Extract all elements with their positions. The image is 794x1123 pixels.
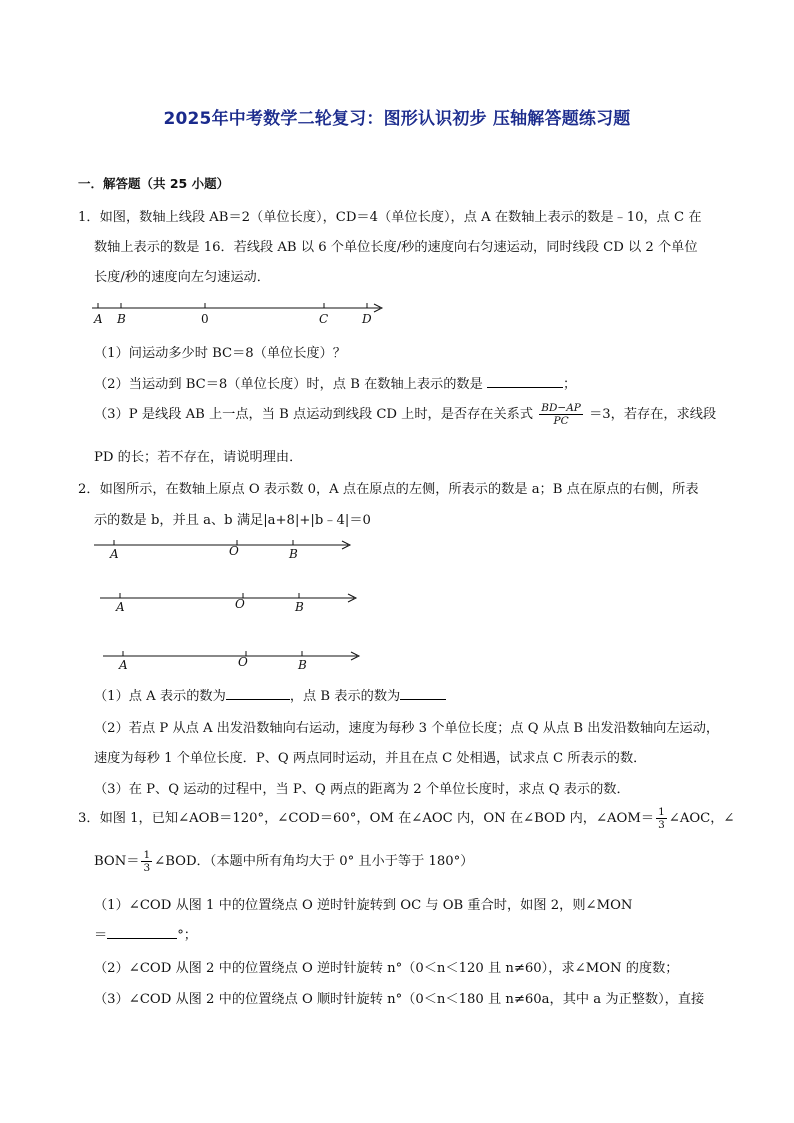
q2-part-2-line-2: 速度为每秒 1 个单位长度．P、Q 两点同时运动，并且在点 C 处相遇，试求点 C 所表示的数． [94, 751, 647, 766]
q1-number-line [88, 296, 388, 328]
q2-line-1: 2．如图所示，在数轴上原点 O 表示数 0，A 点在原点的左侧，所表示的数是 a；B 点在原点的右侧，所表 [78, 482, 699, 497]
q2-line2-label-b: B [295, 600, 304, 614]
q2-part-1-answer-blank-b[interactable] [400, 688, 446, 700]
q1-part-2-answer-blank[interactable] [487, 376, 563, 388]
q2-line1-label-a: A [110, 547, 119, 561]
q2-part-1-answer-blank-a[interactable] [226, 688, 290, 700]
q1-part-3-continued: PD 的长；若不存在，请说明理由． [94, 450, 303, 465]
q2-line3-label-o: O [238, 655, 248, 669]
q1-part-3-fraction [539, 402, 583, 427]
q2-line2-label-a: A [116, 600, 125, 614]
q1-axis-label-b: B [117, 312, 126, 326]
q2-number-line-1 [92, 537, 354, 565]
q1-part-1: （1）问运动多少时 BC＝8（单位长度）？ [94, 346, 346, 361]
q1-part-3-text-a: （3）P 是线段 AB 上一点，当 B 点运动到线段 CD 上时，是否存在关系式 [94, 407, 534, 422]
q1-part-3 [94, 402, 716, 427]
q3-fraction-a-denominator: 3 [658, 819, 665, 831]
q1-axis-label-d: D [362, 312, 372, 326]
q3-fraction-one-third-a [656, 806, 667, 831]
q3-line-1-text-a: 3．如图 1，已知∠AOB＝120°，∠COD＝60°，OM 在∠AOC 内，ON 在∠BOD 内，∠AOM＝ [78, 811, 655, 826]
q2-line-2: 示的数是 b，并且 a、b 满足|a+8|+|b﹣4|＝0 [94, 513, 371, 528]
q3-part-2: （2）∠COD 从图 2 中的位置绕点 O 逆时针旋转 n°（0＜n＜120 且 n≠60），求∠MON 的度数； [94, 961, 679, 976]
q1-part-3-text-b: ＝3，若存在，求线段 [589, 407, 717, 422]
q2-line3-label-b: B [298, 658, 307, 672]
q2-number-line-3 [101, 648, 363, 676]
q2-number-line-2 [98, 590, 360, 618]
q3-part-3: （3）∠COD 从图 2 中的位置绕点 O 顺时针旋转 n°（0＜n＜180 且 n≠60a，其中 a 为正整数），直接 [94, 992, 705, 1007]
q3-line-2 [94, 849, 473, 874]
q3-fraction-b-numerator: 1 [143, 849, 151, 861]
q3-part-1-answer-blank[interactable] [107, 927, 177, 939]
section-heading: 一．解答题（共 25 小题） [78, 176, 230, 191]
q1-axis-label-a: A [94, 312, 103, 326]
q3-fraction-a-numerator: 1 [658, 806, 665, 818]
q2-line3-label-a: A [119, 658, 128, 672]
q2-part-1-text-b: ，点 B 表示的数为 [289, 689, 401, 704]
q3-part-1-equals: ＝ [94, 928, 108, 943]
q2-part-1 [94, 685, 446, 704]
q3-line-2-text-b: ∠BOD．（本题中所有角均大于 0° 且小于等于 180°） [154, 854, 474, 869]
q3-part-1: （1）∠COD 从图 1 中的位置绕点 O 逆时针旋转到 OC 与 OB 重合时，如图 2，则∠MON [94, 898, 633, 913]
q1-line-1: 1．如图，数轴上线段 AB＝2（单位长度），CD＝4（单位长度），点 A 在数轴上表示的数是﹣10，点 C 在 [78, 210, 702, 225]
q1-line-2: 数轴上表示的数是 16．若线段 AB 以 6 个单位长度/秒的速度向右匀速运动，同时线段 CD 以 2 个单位 [94, 240, 698, 255]
q1-fraction-numerator: BD−AP [541, 402, 581, 414]
q1-part-2-end: ； [562, 377, 577, 392]
q3-part-1-degree: °； [177, 928, 197, 943]
q1-axis-label-c: C [319, 312, 329, 326]
q3-line-1-text-b: ∠AOC，∠ [668, 811, 735, 826]
q2-part-1-text-a: （1）点 A 表示的数为 [94, 689, 226, 704]
q1-fraction-denominator: PC [553, 415, 569, 427]
q3-part-1-continued [94, 924, 197, 943]
q2-line1-label-o: O [229, 544, 239, 558]
q2-line2-label-o: O [235, 597, 245, 611]
q3-line-2-text-a: BON＝ [94, 854, 140, 869]
q1-part-2 [94, 373, 576, 392]
q1-part-2-text: （2）当运动到 BC＝8（单位长度）时，点 B 在数轴上表示的数是 [94, 377, 483, 392]
page-title: 2025年中考数学二轮复习：图形认识初步 压轴解答题练习题 [163, 109, 631, 129]
q3-line-1 [78, 806, 734, 831]
q1-axis-label-zero: 0 [201, 312, 209, 326]
q2-part-2-line-1: （2）若点 P 从点 A 出发沿数轴向右运动，速度为每秒 3 个单位长度；点 Q 从点 B 出发沿数轴向左运动， [94, 721, 720, 736]
q1-line-3: 长度/秒的速度向左匀速运动． [94, 270, 270, 285]
q3-fraction-one-third-b [141, 849, 152, 874]
q2-part-3: （3）在 P、Q 运动的过程中，当 P、Q 两点的距离为 2 个单位长度时，求点 Q 表示的数． [94, 782, 630, 797]
q2-line1-label-b: B [289, 547, 298, 561]
q3-fraction-b-denominator: 3 [143, 862, 151, 874]
